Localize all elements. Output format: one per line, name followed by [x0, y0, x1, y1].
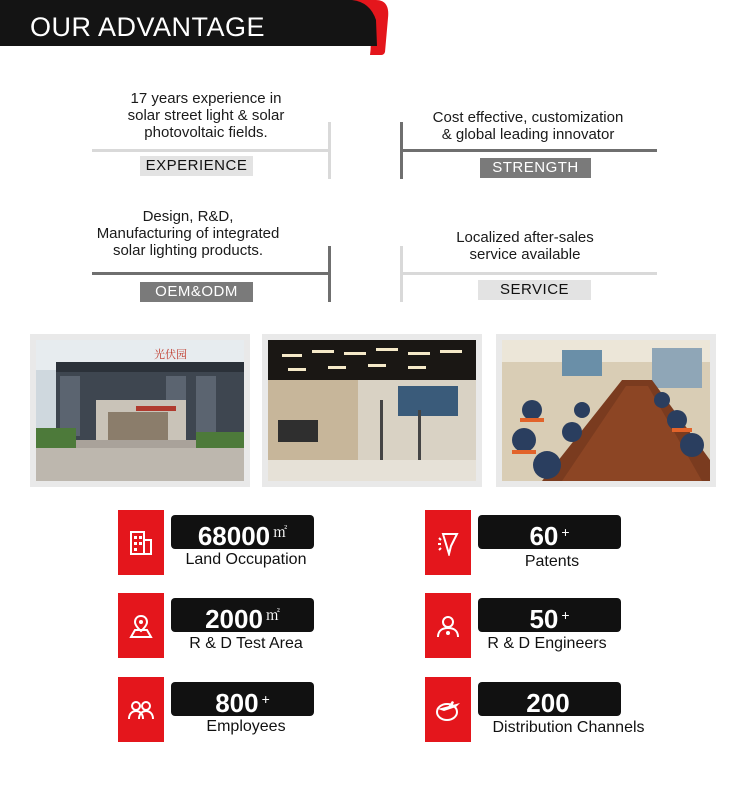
divider-line — [92, 149, 329, 152]
advantage-text-line: Localized after-sales — [456, 229, 594, 246]
divider-line — [400, 246, 403, 302]
stat-label: Land Occupation — [185, 551, 307, 568]
advantage-text-line: Design, R&D, — [142, 208, 234, 225]
showroom-photo — [262, 334, 482, 487]
advantage-text-line: photovoltaic fields. — [144, 124, 268, 141]
divider-line — [92, 272, 329, 275]
tag-experience: EXPERIENCE — [140, 156, 253, 176]
stat-unit: + — [261, 691, 270, 707]
advantage-text-line: 17 years experience in — [130, 90, 282, 107]
building-sign-text: 光伏园 — [154, 348, 187, 361]
engineer-icon — [425, 593, 471, 658]
stat-value — [478, 682, 621, 716]
stat-label: R & D Test Area — [189, 635, 303, 652]
advantage-text-line: solar lighting products. — [112, 242, 264, 259]
stat-value — [478, 515, 621, 549]
stat-number: 2000 — [205, 604, 263, 634]
stat-unit: ㎡ — [265, 607, 280, 623]
building-icon — [118, 510, 164, 575]
showroom-image — [268, 340, 476, 481]
stat-value — [171, 598, 314, 632]
stat-value — [171, 515, 314, 549]
advantage-text-line: Manufacturing of integrated — [96, 225, 280, 242]
people-icon — [118, 677, 164, 742]
stat-unit: ㎡ — [273, 524, 288, 540]
advantage-text — [408, 109, 648, 143]
patent-icon — [425, 510, 471, 575]
stat-number: 68000 — [197, 521, 271, 551]
advantage-text — [83, 208, 293, 259]
divider-line — [400, 122, 403, 179]
tag-service: SERVICE — [478, 280, 591, 300]
divider-line — [328, 246, 331, 302]
meeting-photo — [496, 334, 716, 487]
stat-label: Distribution Channels — [492, 719, 645, 736]
stat-unit: + — [561, 607, 570, 623]
stat-value — [478, 598, 621, 632]
stat-number: 200 — [526, 688, 570, 718]
map-pin-icon — [118, 593, 164, 658]
divider-line — [400, 272, 657, 275]
advantage-text-line: solar street light & solar — [127, 107, 285, 124]
stat-label: Employees — [206, 718, 286, 735]
stat-number: 60 — [529, 521, 559, 551]
tag-oem-odm: OEM&ODM — [140, 282, 253, 302]
header-banner — [0, 0, 390, 55]
advantage-text-line: Cost effective, customization — [432, 109, 624, 126]
divider-line — [400, 149, 657, 152]
advantage-text-line: & global leading innovator — [441, 126, 615, 143]
stat-label: R & D Engineers — [487, 635, 607, 652]
factory-photo — [30, 334, 250, 487]
advantage-text-line: service available — [469, 246, 581, 263]
stat-unit: + — [561, 524, 570, 540]
tag-strength: STRENGTH — [480, 158, 591, 178]
stat-value — [171, 682, 314, 716]
stat-number: 800 — [215, 688, 259, 718]
airplane-icon — [425, 677, 471, 742]
page-title: OUR ADVANTAGE — [30, 12, 266, 42]
factory-building-image — [36, 340, 244, 481]
stat-number: 50 — [529, 604, 559, 634]
advantage-text — [420, 229, 630, 263]
divider-line — [328, 122, 331, 179]
advantage-text — [96, 90, 316, 141]
stat-label: Patents — [524, 553, 580, 570]
meeting-room-image — [502, 340, 710, 481]
